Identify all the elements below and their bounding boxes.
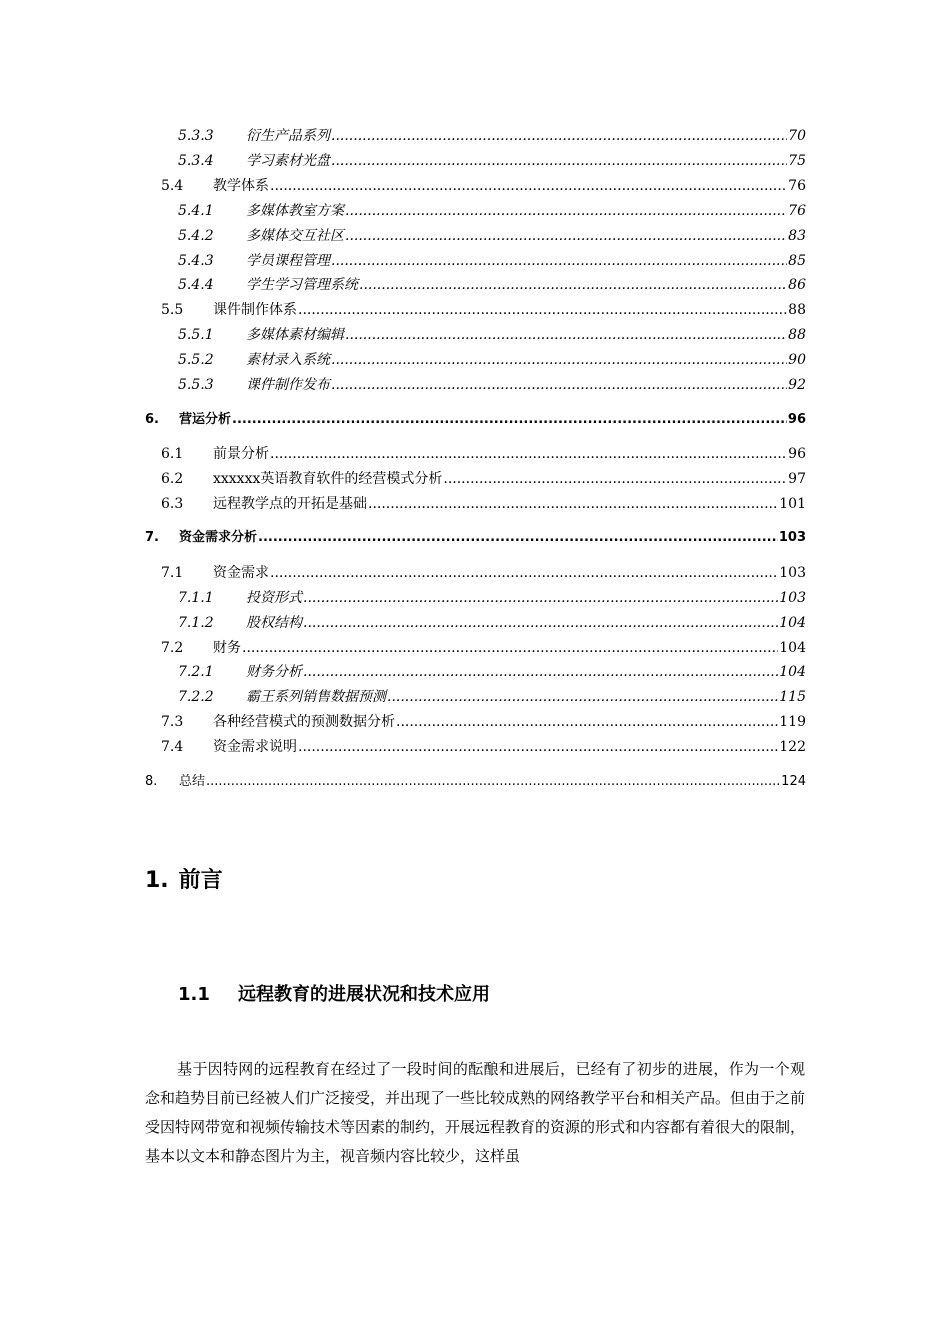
toc-entry-number: 5.4.1 [178,202,214,219]
heading-title: 前言 [178,868,223,893]
toc-entry-title: 各种经营模式的预测数据分析 [213,714,395,731]
toc-entry[interactable] [178,351,806,369]
toc-dot-leader [331,152,787,170]
toc-entry-number: 7.4 [161,739,184,756]
toc-entry[interactable] [178,202,806,220]
toc-entry-page-number: 103 [779,564,806,581]
toc-entry[interactable] [145,773,806,791]
toc-entry-number: 8. [145,773,158,789]
toc-dot-leader [298,301,787,319]
toc-entry-title: 衍生产品系列 [246,128,330,144]
body-paragraph: 基于因特网的远程教育在经过了一段时间的酝酿和进展后，已经有了初步的进展，作为一个观念和趋势目前已经被人们广泛接受，并出现了一些比较成熟的网络教学平台和相关产品。但由于之前受因特网带宽和视频传输技术等因素的制约，开展远程教育的资源的形式和内容都有着很大的限制，基本以文本和静态图片为主，视音频内容比较少，这样虽 [145,1060,806,1165]
toc-entry-title: 学习素材光盘 [246,152,330,169]
toc-dot-leader [359,276,787,294]
toc-entry-title: xxxxxx英语教育软件的经营模式分析 [213,470,443,487]
toc-entry-title: 投资形式 [246,589,302,606]
toc-entry-number: 7.1.2 [178,614,214,631]
toc-entry[interactable] [161,470,806,488]
toc-dot-leader [331,351,787,369]
toc-entry-number: 7.1 [161,564,184,581]
toc-entry-page-number: 85 [788,252,806,269]
toc-entry-page-number: 115 [779,689,806,706]
toc-entry[interactable] [161,301,806,319]
toc-entry-page-number: 97 [788,470,806,487]
toc-entry-title: 课件制作体系 [213,302,297,319]
toc-entry-title: 教学体系 [213,177,269,194]
toc-dot-leader [258,529,778,547]
toc-dot-leader [345,326,787,344]
toc-entry-page-number: 104 [779,614,806,631]
toc-dot-leader [270,445,787,463]
toc-dot-leader [387,688,778,706]
toc-dot-leader [270,564,778,582]
toc-entry[interactable] [178,376,806,394]
toc-entry-title: 学生学习管理系统 [246,277,358,294]
toc-entry-number: 7.3 [161,714,184,731]
toc-entry[interactable] [178,688,806,706]
toc-entry-number: 6.1 [161,446,184,462]
toc-entry-number: 7.2 [161,639,184,656]
heading-number: 1.1 [178,984,210,1005]
toc-entry[interactable] [178,326,806,344]
toc-dot-leader [242,639,778,657]
toc-entry-page-number: 104 [779,664,806,681]
toc-entry-title: 霸王系列销售数据预测 [246,689,386,706]
toc-entry-page-number: 101 [779,495,806,512]
toc-dot-leader [345,227,787,245]
toc-entry-title: 素材录入系统 [246,352,330,369]
toc-dot-leader [368,495,778,513]
toc-dot-leader [232,411,787,429]
toc-entry[interactable] [178,227,806,245]
toc-entry[interactable] [161,639,806,657]
toc-entry-title: 总结 [179,773,206,789]
toc-dot-leader [206,773,780,791]
toc-entry[interactable] [178,152,806,170]
toc-entry-page-number: 86 [788,277,806,294]
toc-entry-number: 5.3.4 [178,152,214,169]
toc-entry[interactable] [145,529,806,547]
toc-entry[interactable] [161,177,806,195]
toc-dot-leader [345,202,787,220]
toc-entry-number: 7.2.2 [178,689,214,706]
toc-entry-title: 前景分析 [213,446,269,462]
toc-entry[interactable] [178,252,806,270]
toc-entry-page-number: 122 [779,739,806,756]
heading-title: 远程教育的进展状况和技术应用 [238,984,490,1005]
heading-number: 1. [145,868,169,893]
toc-entry[interactable] [178,614,806,632]
toc-entry-page-number: 70 [788,128,806,144]
toc-entry-title: 股权结构 [246,614,302,631]
toc-entry-page-number: 103 [778,530,806,546]
toc-entry[interactable] [161,738,806,756]
toc-entry[interactable] [178,663,806,681]
toc-dot-leader [331,127,787,145]
toc-entry-page-number: 88 [788,302,806,319]
toc-entry-title: 远程教学点的开拓是基础 [213,495,367,512]
toc-entry-number: 5.5.2 [178,352,214,369]
toc-dot-leader [303,663,778,681]
toc-entry-page-number: 88 [788,327,806,344]
toc-entry-page-number: 96 [787,411,806,427]
toc-entry-page-number: 75 [788,152,806,169]
toc-entry-title: 学员课程管理 [246,252,330,269]
toc-entry-number: 5.4 [161,177,184,194]
heading-level-1 [145,866,223,896]
toc-dot-leader [331,376,787,394]
toc-entry-number: 7.1.1 [178,589,214,606]
toc-entry[interactable] [145,411,806,429]
toc-entry[interactable] [161,495,806,513]
heading-level-2 [178,981,490,1009]
toc-entry-page-number: 76 [788,177,806,194]
toc-dot-leader [270,177,787,195]
toc-entry-page-number: 90 [788,352,806,369]
toc-entry-number: 5.5.3 [178,377,214,393]
toc-dot-leader [331,252,787,270]
toc-entry-title: 多媒体素材编辑 [246,327,344,344]
toc-entry-title: 多媒体交互社区 [246,227,344,244]
toc-entry-title: 资金需求分析 [179,530,258,546]
toc-dot-leader [396,713,778,731]
toc-entry-title: 财务分析 [246,664,302,681]
toc-entry-page-number: 76 [788,202,806,219]
toc-entry-title: 资金需求说明 [213,739,297,756]
toc-entry-page-number: 103 [779,589,806,606]
toc-entry-number: 5.4.3 [178,252,214,269]
toc-entry-title: 资金需求 [213,564,269,581]
toc-entry-number: 7.2.1 [178,664,214,681]
toc-entry-title: 营运分析 [179,411,232,427]
toc-dot-leader [298,738,778,756]
toc-entry-page-number: 92 [788,377,806,393]
toc-entry-page-number: 104 [779,639,806,656]
toc-entry-number: 6. [145,411,159,427]
toc-entry[interactable] [161,445,806,463]
toc-entry-title: 财务 [213,639,241,656]
toc-entry-page-number: 119 [779,714,806,731]
toc-dot-leader [303,614,778,632]
toc-entry-number: 6.3 [161,495,184,512]
toc-entry-page-number: 96 [788,446,806,462]
toc-entry[interactable] [161,713,806,731]
toc-entry-title: 课件制作发布 [246,377,330,393]
toc-entry-page-number: 83 [788,227,806,244]
toc-entry-number: 7. [145,530,159,546]
toc-entry-number: 5.3.3 [178,128,214,144]
toc-entry-number: 5.4.2 [178,227,214,244]
toc-dot-leader [303,589,778,607]
toc-entry-number: 5.5.1 [178,327,214,344]
toc-entry[interactable] [178,276,806,294]
toc-entry-title: 多媒体教室方案 [246,202,344,219]
toc-entry-number: 5.5 [161,302,184,319]
toc-entry[interactable] [161,564,806,582]
toc-entry-number: 6.2 [161,470,184,487]
toc-dot-leader [443,470,787,488]
toc-entry[interactable] [178,589,806,607]
toc-entry-page-number: 124 [781,773,806,789]
toc-entry[interactable] [178,127,806,145]
toc-entry-number: 5.4.4 [178,277,214,294]
